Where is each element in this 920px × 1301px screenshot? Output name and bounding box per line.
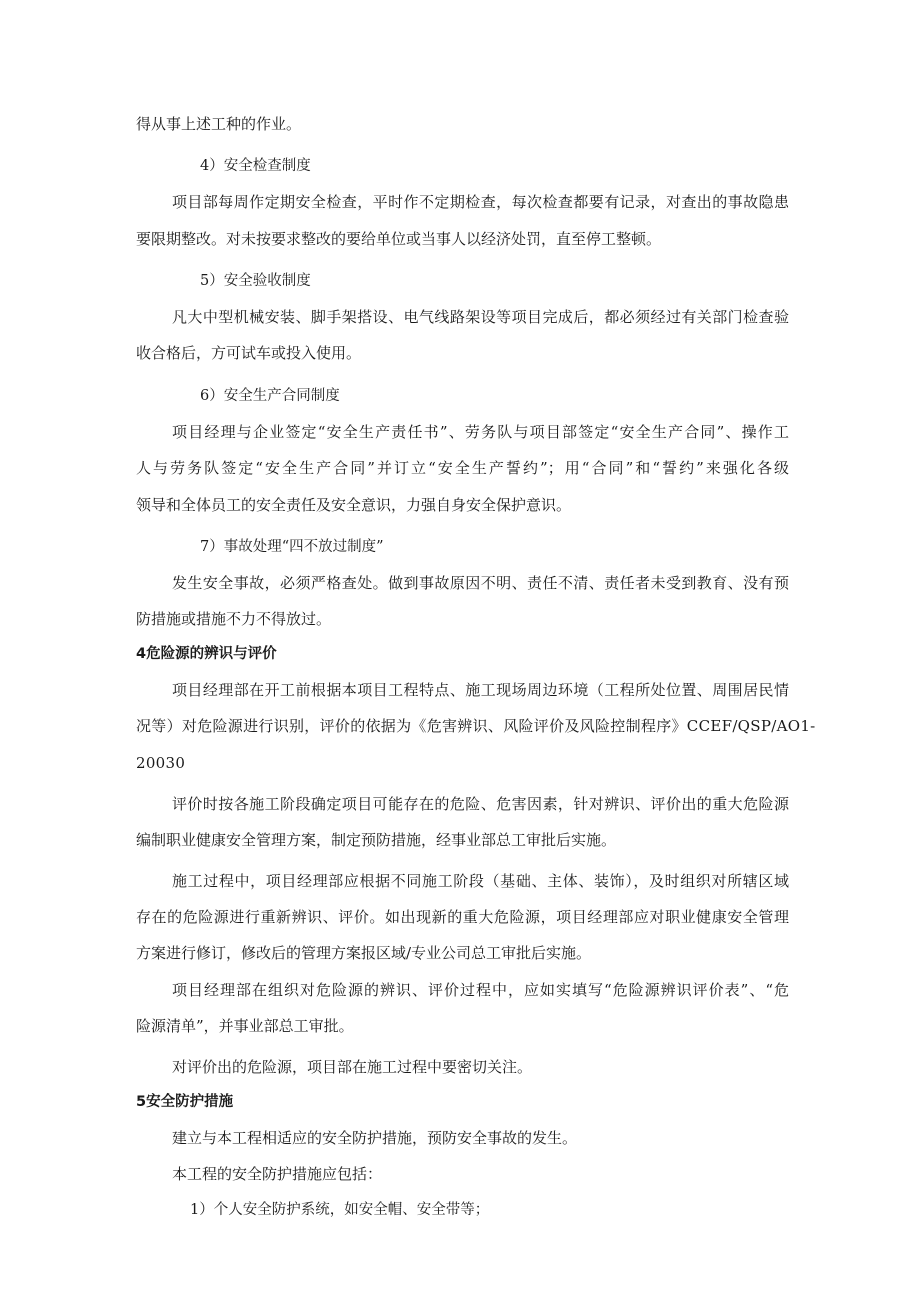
text-line: 建立与本工程相适应的安全防护措施，预防安全事故的发生。 — [172, 1129, 578, 1147]
text-line: 20030 — [136, 754, 186, 772]
text-line: 收合格后，方可试车或投入使用。 — [136, 344, 362, 362]
text-line: 发生安全事故，必须严格查处。做到事故原因不明、责任不清、责任者未受到教育、没有预 — [172, 574, 789, 592]
section-heading-hazards: 4危险源的辨识与评价 — [136, 646, 277, 662]
subheading-accident: 7）事故处理“四不放过制度” — [200, 539, 384, 555]
text-line: 方案进行修订，修改后的管理方案报区域/专业公司总工审批后实施。 — [136, 944, 592, 962]
text-line: 项目经理部在组织对危险源的辨识、评价过程中，应如实填写“危险源辨识评价表”、“危 — [172, 981, 789, 999]
text-line: 编制职业健康安全管理方案，制定预防措施，经事业部总工审批后实施。 — [136, 831, 617, 849]
text-line: 存在的危险源进行重新辨识、评价。如出现新的重大危险源，项目经理部应对职业健康安全管理 — [136, 908, 789, 926]
list-item-personal-protection: 1）个人安全防护系统，如安全帽、安全带等； — [190, 1202, 490, 1218]
text-line: 项目部每周作定期安全检查，平时作不定期检查，每次检查都要有记录，对查出的事故隐患 — [172, 193, 789, 211]
text-line: 人与劳务队签定“安全生产合同”并订立“安全生产誓约”；用“合同”和“誓约”来强化各级 — [136, 459, 789, 477]
text-line: 险源清单”，并事业部总工审批。 — [136, 1017, 354, 1035]
text-line: 对评价出的危险源，项目部在施工过程中要密切关注。 — [172, 1058, 533, 1076]
text-line: 领导和全体员工的安全责任及安全意识，力强自身安全保护意识。 — [136, 496, 572, 514]
text-line: 防措施或措施不力不得放过。 — [136, 610, 332, 628]
text-line: 得从事上述工种的作业。 — [136, 115, 302, 133]
subheading-contract: 6）安全生产合同制度 — [200, 388, 340, 404]
text-line: 况等）对危险源进行识别，评价的依据为《危害辨识、风险评价及风险控制程序》CCEF/QSP/AO1- — [136, 717, 816, 735]
subheading-acceptance: 5）安全验收制度 — [200, 273, 311, 289]
text-line: 施工过程中，项目经理部应根据不同施工阶段（基础、主体、装饰），及时组织对所辖区域 — [172, 872, 789, 890]
text-line: 要限期整改。对未按要求整改的要给单位或当事人以经济处罚，直至停工整顿。 — [136, 230, 662, 248]
text-line: 凡大中型机械安装、脚手架搭设、电气线路架设等项目完成后，都必须经过有关部门检查验 — [172, 308, 789, 326]
section-heading-protection: 5安全防护措施 — [136, 1094, 234, 1110]
text-line: 评价时按各施工阶段确定项目可能存在的危险、危害因素，针对辨识、评价出的重大危险源 — [172, 795, 789, 813]
text-line: 本工程的安全防护措施应包括： — [172, 1165, 383, 1183]
text-line: 项目经理与企业签定“安全生产责任书”、劳务队与项目部签定“安全生产合同”、操作工 — [172, 423, 789, 441]
text-line: 项目经理部在开工前根据本项目工程特点、施工现场周边环境（工程所处位置、周围居民情 — [172, 681, 789, 699]
subheading-inspection: 4）安全检查制度 — [200, 158, 311, 174]
